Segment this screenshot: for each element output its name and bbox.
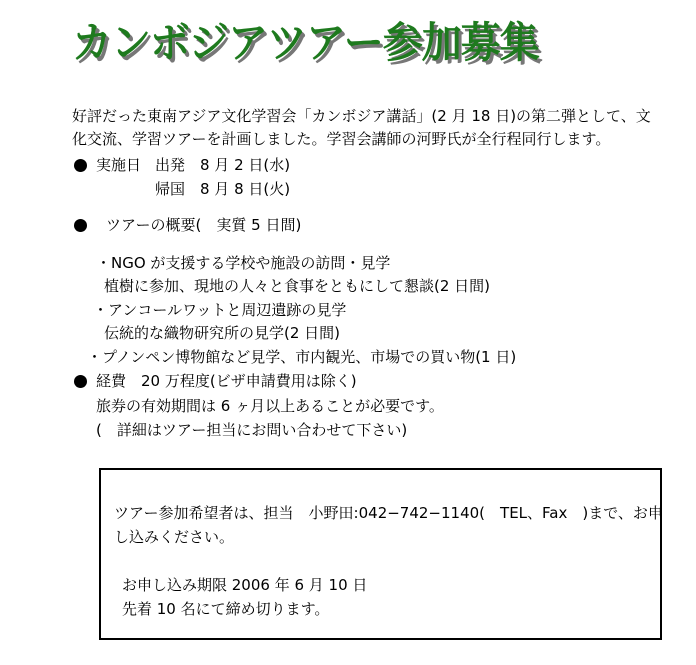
bullet-overview — [74, 219, 87, 232]
overview-item-2: 植樹に参加、現地の人々と食事をともにして懇談(2 日間) — [104, 277, 491, 295]
cost-note-1: 旅券の有効期間は 6 ヶ月以上あることが必要です。 — [96, 397, 444, 415]
box-line-1: ツアー参加希望者は、担当 小野田:042−742−1140( TEL、Fax )まで、お申 — [114, 504, 663, 522]
overview-item-1: ・NGO が支援する学校や施設の訪問・見学 — [96, 254, 391, 272]
page-title: カンボジアツアー参加募集 — [72, 19, 539, 68]
box-limit: 先着 10 名にて締め切ります。 — [122, 600, 330, 618]
intro-line-2: 化交流、学習ツアーを計画しました。学習会講師の河野氏が全行程同行します。 — [72, 130, 611, 148]
box-line-2: し込みください。 — [114, 528, 235, 546]
dates-depart: 出発 8 月 2 日(水) — [155, 156, 291, 174]
overview-item-5: ・プノンペン博物館など見学、市内観光、市場での買い物(1 日) — [87, 348, 517, 366]
intro-line-1: 好評だった東南アジア文化学習会「カンボジア講話」(2 月 18 日)の第二弾として、文 — [72, 107, 651, 125]
box-deadline: お申し込み期限 2006 年 6 月 10 日 — [122, 576, 368, 594]
bullet-dates — [74, 159, 87, 172]
cost-heading: 経費 20 万程度(ビザ申請費用は除く) — [96, 372, 357, 390]
application-box — [99, 468, 662, 640]
overview-item-4: 伝統的な織物研究所の見学(2 日間) — [104, 324, 341, 342]
bullet-cost — [74, 375, 87, 388]
cost-note-2: ( 詳細はツアー担当にお問い合わせて下さい) — [96, 421, 408, 439]
overview-item-3: ・アンコールワットと周辺遺跡の見学 — [93, 301, 347, 319]
overview-heading: ツアーの概要( 実質 5 日間) — [106, 216, 302, 234]
dates-label: 実施日 — [96, 156, 142, 174]
dates-return: 帰国 8 月 8 日(火) — [155, 180, 291, 198]
